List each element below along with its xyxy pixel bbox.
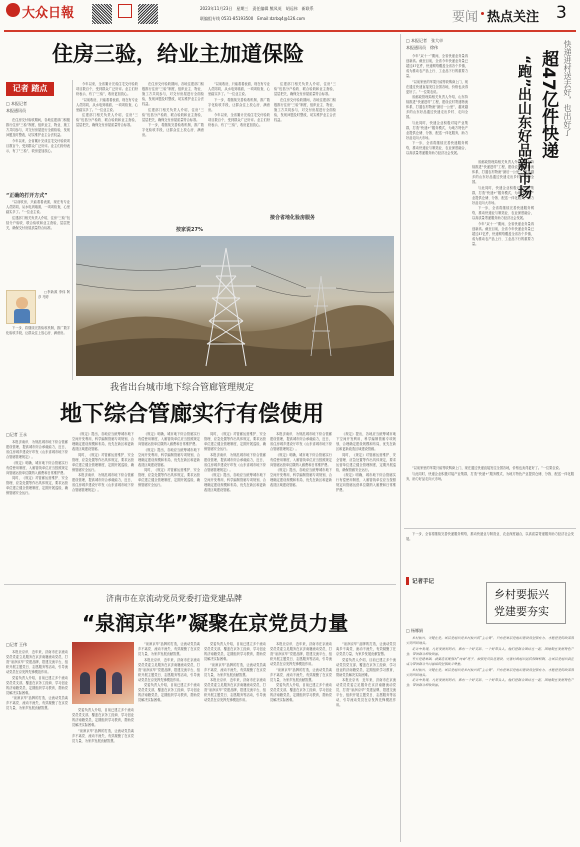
- story1-col5: [274, 82, 336, 212]
- story1-paragraph: “以前收房，只能看看表面，现在有专业人员陪同，从水电到墙面，一项项检查，心里踏实多了。”一位业主说。: [76, 97, 138, 112]
- story1-paragraph: 住建部门相关负责人介绍，住房“三验”包括分户验收、联合验收和业主查验，层层把关，确保交付房屋质量符合标准。: [274, 82, 336, 96]
- column-divider: [72, 80, 73, 380]
- story3-paragraph: “泉润京华”品牌的打造，让流动党员离乡不离党、流动不流失，有效凝聚了在京党员力量，为家乡发展贡献智慧。: [270, 667, 332, 682]
- story2-paragraph: 同时，《规定》对管廊运营维护、安全管理、应急处置等作出具体规定，要求运营单位建立健全管理制度，定期开展巡检，确保管廊安全运行。: [336, 452, 396, 472]
- story1-subhead3: 接合省地化验房服务: [270, 215, 316, 221]
- story5-tag-box: [406, 576, 434, 586]
- story4-paragraph: “以前家里的苹果只能等收购商上门，现在通过快递直接发往全国各地，价格也卖得更好了。”一位果农说。: [406, 79, 468, 94]
- story1-paragraph: “以前收房，只能看看表面，现在有专业人员陪同，从水电到墙面，一项项检查，心里踏实多了。”一位业主说。: [208, 82, 270, 96]
- story2-col3: [138, 432, 200, 580]
- story2-paragraph: 同时，《规定》对管廊运营维护、安全管理、应急处置等作出具体规定，要求运营单位建立健全管理制度，定期开展巡检，确保管廊安全运行。: [138, 468, 200, 487]
- story3-paragraph: 党委负责人介绍，目前已建立多个流动党员党支部，覆盖在京务工经商、学习创业的济南籍党员，定期组织学习教育，帮助党员解决实际困难。: [72, 708, 134, 727]
- story4-wide: [406, 466, 574, 526]
- story2-paragraph: 本报济南讯 为规范城市地下综合管廊建设管理，提高城市综合承载能力，近日，省住房城乡建设厅印发《山东省城市地下综合管廊管理规定》。: [6, 440, 68, 459]
- story5-paragraph: 走访中发现，凡是发展好的村，都有一个好支部、一个好带头人。他们把群众团结在一起，因地制宜发展特色产业，带领群众增收致富。: [406, 646, 574, 656]
- story2-col6: [336, 432, 396, 580]
- story3-col3: [138, 642, 200, 840]
- story2-title: 地下综合管廊实行有偿使用: [60, 402, 325, 427]
- story4-paragraph: 今年“双十一”期间，全省快递业务量再创新高。截至目前，全省今年快递业务量已超过47亿件，快递网络覆盖全省各个乡镇，成为推动农产品上行、工业品下行的重要力量。: [406, 54, 468, 78]
- story1-paragraph: 住建部门相关负责人介绍，住房“三验”包括分户验收、联合验收和业主查验，层层把关，确保交付房屋质量符合标准。: [6, 215, 70, 230]
- story1-byline2: 本报通讯员: [6, 108, 26, 113]
- story3-paragraph: “泉润京华”品牌的打造，让流动党员离乡不离党、流动不流失，有效凝聚了在京党员力量，为家乡发展贡献智慧。: [138, 642, 200, 656]
- story1-paragraph: 在住房交付验收期间，各地住建部门积极推行住房“三验”制度，组织业主、物业、施工方共同参与，对交付房屋进行全面检验，发现问题及时整改，切实维护业主合法权益。: [6, 118, 70, 137]
- story1-col4: [208, 82, 270, 222]
- story4-title2: [512, 55, 532, 325]
- date-line: 2023年11月23日 星期三 责任编辑 熊凤英 胡远伟 新联系: [200, 6, 314, 11]
- app-icon: [118, 4, 132, 18]
- section-subtitle: 热点关注: [487, 10, 540, 25]
- story2-paragraph: 同时，《规定》对管廊运营维护、安全管理、应急处置等作出具体规定，要求运营单位建立健全管理制度，定期开展巡检，确保管廊安全运行。: [204, 432, 266, 451]
- story2-col5: [270, 432, 332, 580]
- story1-paragraph: 下一步，将继续完善验收机制，推广数字化验收手段，让群众住上放心房、满意房。: [6, 326, 70, 335]
- story4-paragraph: 省邮政管理局相关负责人介绍，山东持续推进“快递进村”工程，建设农村寄递物流体系，打通农村物流“最后一公里”，越来越多的山东好品通过快递走出乡村、走向全国。: [406, 95, 468, 119]
- story1-title: 住房三验，给业主加道保险: [52, 42, 304, 66]
- story1-paragraph: 住建部门相关负责人介绍，住房“三验”包括分户验收、联合验收和业主查验，层层把关，确保交付房屋质量符合标准。: [142, 107, 204, 122]
- story3-col6: [336, 642, 396, 840]
- story4-byline: □ 本报记者 张大卓: [406, 38, 444, 43]
- right-column-divider: [400, 34, 401, 842]
- story4-col1: [406, 54, 468, 464]
- story2-paragraph: 《规定》提出，各地应当统筹城市地下空间开发利用，科学编制管廊专项规划，合理确定建设规模和布局，优先在新区和更新改造区域建设管廊。: [138, 447, 200, 467]
- story3-kicker: 济南市在京流动党员党委打造党建品牌: [106, 594, 242, 603]
- story3-col1: [6, 650, 68, 840]
- story1-paragraph: 住建部门相关负责人介绍，住房“三验”包括分户验收、联合验收和业主查验，层层把关，确保交付房屋质量符合标准。: [76, 113, 138, 127]
- story1-subhead2: 按家说27%: [176, 227, 203, 233]
- section-divider-line: [4, 584, 396, 585]
- story5-byline: □ 杨娜娟: [406, 628, 424, 633]
- story4-paragraph: 与此同时，快递企业积极对接产业集群，打造“快递+”服务模式，为地方特色产业提供仓储、分拣、配送一体化服务，助力好品走向大市场。: [472, 185, 534, 205]
- logo-text: 大众日報: [22, 6, 75, 21]
- story3-paragraph: 本报北京讯 近年来，济南市在京流动党员党委立足服务在京济南籍流动党员，打造“泉润京华”党建品牌，搭建交流平台，组织开展主题党日、志愿服务等活动，引导流动党员在京发挥先锋模范作用。: [6, 650, 68, 674]
- newspaper-logo: [6, 3, 20, 17]
- story1-paragraph: 下一步，将继续完善验收机制，推广数字化验收手段，让群众住上放心房、满意房。: [142, 123, 204, 137]
- story5-paragraph: 走访中发现，凡是发展好的村，都有一个好支部、一个好带头人。他们把群众团结在一起，因地制宜发展特色产业，带领群众增收致富。: [406, 678, 574, 687]
- story1-col2: [76, 82, 138, 222]
- story1-byline: □ 本报记者: [6, 101, 28, 106]
- story4-paragraph: 与此同时，快递企业积极对接产业集群，打造“快递+”服务模式，为地方特色产业提供仓储、分拣、配送一体化服务，助力好品走向大市场。: [406, 471, 574, 481]
- story4-side-vertical: [560, 40, 572, 280]
- right-section-divider: [404, 528, 576, 529]
- story4-byline2: 本报通讯员 徐伟: [406, 45, 438, 50]
- story4-paragraph: 与此同时，快递企业积极对接产业集群，打造“快递+”服务模式，为地方特色产业提供仓储、分拣、配送一体化服务，助力好品走向大市场。: [406, 120, 468, 140]
- story4-tail: [406, 532, 574, 572]
- story4-paragraph: 下一步，全省将继续完善快递服务网络，推动快递业与制造业、农业深度融合，以高质量寄递服务助力经济社会发展。: [406, 532, 574, 541]
- story2-paragraph: 《规定》提出，各地应当统筹城市地下空间开发利用，科学编制管廊专项规划，合理确定建设规模和布局，优先在新区和更新改造区域建设管廊。: [336, 432, 396, 451]
- story4-paragraph: 下一步，全省将继续完善快递服务网络，推动快递业与制造业、农业深度融合，以高质量寄递服务助力经济社会发展。: [406, 141, 468, 155]
- story3-byline: □记者 王伟: [6, 642, 28, 647]
- story3-paragraph: 本报北京讯 近年来，济南市在京流动党员党委立足服务在京济南籍流动党员，打造“泉润京华”党建品牌，搭建交流平台，组织开展主题党日、志愿服务等活动，引导流动党员在京发挥先锋模范作用。: [270, 642, 332, 666]
- story3-title: “泉润京华”凝聚在京党员力量: [82, 611, 349, 635]
- story1-paragraph: 在住房交付验收期间，各地住建部门积极推行住房“三验”制度，组织业主、物业、施工方共同参与，对交付房屋进行全面检验，发现问题及时整改，切实维护业主合法权益。: [274, 97, 336, 122]
- story5-paragraph: 乡村振兴，关键在党。基层党组织是乡村振兴的“主心骨”，只有把基层党组织建设得坚强有力，才能把党的政策落实到田间地头。: [406, 667, 574, 677]
- story1-section-head: “正确的打开方式”: [6, 193, 48, 199]
- story5-title2: 党建要夯实: [494, 605, 549, 618]
- masthead: [0, 0, 580, 30]
- party-activity-photo: [72, 642, 134, 704]
- story1-col3: [142, 82, 204, 222]
- story2-col2: [72, 432, 134, 580]
- story1-tag: 记者 踏点: [6, 82, 54, 96]
- story5-paragraph: 乡村振兴，关键在党。基层党组织是乡村振兴的“主心骨”，只有把基层党组织建设得坚强有力，才能把党的政策落实到田间地头。: [406, 636, 574, 645]
- story1-paragraph: 今年以来，全省累计完成住宅交付验收项目数百个，受到群众广泛好评。业主们纷纷表示，有了“三验”，收房更加放心。: [76, 82, 138, 96]
- story4-paragraph: 省邮政管理局相关负责人介绍，山东持续推进“快递进村”工程，建设农村寄递物流体系，打通农村物流“最后一公里”，越来越多的山东好品通过快递走出乡村、走向全国。: [472, 160, 534, 184]
- story4-paragraph: 下一步，全省将继续完善快递服务网络，推动快递业与制造业、农业深度融合，以高质量寄递服务助力经济社会发展。: [472, 206, 534, 220]
- story2-paragraph: 《规定》明确，城市地下综合管廊实行有偿使用制度，入廊管线单位应当按照规定向管廊运营单位缴纳入廊费和日常维护费。: [336, 473, 396, 492]
- story2-kicker: 我省出台城市地下综合管廊管理规定: [110, 383, 255, 393]
- story2-paragraph: 《规定》提出，各地应当统筹城市地下空间开发利用，科学编制管廊专项规划，合理确定建设规模和布局，优先在新区和更新改造区域建设管廊。: [72, 432, 134, 451]
- story1-caption-text: □李新源 李伟 阿彦 马婷: [38, 290, 70, 299]
- story4-paragraph: “以前家里的苹果只能等收购商上门，现在通过快递直接发往全国各地，价格也卖得更好了。”一位果农说。: [412, 466, 562, 470]
- story5-tag-bar: [406, 577, 409, 585]
- section-divider: [481, 12, 484, 15]
- story3-paragraph: 党委负责人介绍，目前已建立多个流动党员党支部，覆盖在京务工经商、学习创业的济南籍党员，定期组织学习教育，帮助党员解决实际困难。: [204, 642, 266, 661]
- story1-paragraph: 今年以来，全省累计完成住宅交付验收项目数百个，受到群众广泛好评。业主们纷纷表示，有了“三验”，收房更加放心。: [6, 138, 70, 153]
- page-number: 3: [556, 3, 567, 23]
- story3-paragraph: 党委负责人介绍，目前已建立多个流动党员党支部，覆盖在京务工经商、学习创业的济南籍党员，定期组织学习教育，帮助党员解决实际困难。: [270, 683, 332, 702]
- story2-paragraph: 《规定》明确，城市地下综合管廊实行有偿使用制度，入廊管线单位应当按照规定向管廊运营单位缴纳入廊费和日常维护费。: [6, 460, 68, 475]
- story1-paragraph: “以前收房，只能看看表面，现在有专业人员陪同，从水电到墙面，一项项检查，心里踏实多了。”一位业主说。: [6, 200, 70, 214]
- story1-paragraph: 下一步，将继续完善验收机制，推广数字化验收手段，让群众住上放心房、满意房。: [208, 97, 270, 112]
- story3-paragraph: 党委负责人介绍，目前已建立多个流动党员党支部，覆盖在京务工经商、学习创业的济南籍党员，定期组织学习教育，帮助党员解决实际困难。: [336, 657, 396, 677]
- story2-paragraph: 本报济南讯 为规范城市地下综合管廊建设管理，提高城市综合承载能力，近日，省住房城乡建设厅印发《山东省城市地下综合管廊管理规定》。: [204, 452, 266, 472]
- story4-title: [536, 50, 556, 159]
- story2-paragraph: 本报济南讯 为规范城市地下综合管廊建设管理，提高城市综合承载能力，近日，省住房城乡建设厅印发《山东省城市地下综合管廊管理规定》。: [72, 473, 134, 492]
- story3-col2: [72, 708, 134, 840]
- story1-col1: [6, 118, 70, 188]
- story4-title-line1: 超47亿件快递: [538, 50, 558, 159]
- story3-paragraph: 本报北京讯 近年来，济南市在京流动党员党委立足服务在京济南籍流动党员，打造“泉润京华”党建品牌，搭建交流平台，组织开展主题党日、志愿服务等活动，引导流动党员在京发挥先锋模范作用。: [204, 678, 266, 702]
- story3-col5: [270, 642, 332, 840]
- contact-line: 联编组专线 0531-85193500 Email:dzrbq4@126.com: [200, 16, 306, 21]
- story1-caption: [38, 290, 70, 324]
- story4-paragraph: 今年“双十一”期间，全省快递业务量再创新高。截至目前，全省今年快递业务量已超过47亿件，快递网络覆盖全省各个乡镇，成为推动农产品上行、工业品下行的重要力量。: [472, 221, 534, 246]
- story3-paragraph: “泉润京华”品牌的打造，让流动党员离乡不离党、流动不流失，有效凝聚了在京党员力量，为家乡发展贡献智慧。: [6, 696, 68, 710]
- qr-code-icon: [138, 4, 158, 24]
- story3-paragraph: 本报北京讯 近年来，济南市在京流动党员党委立足服务在京济南籍流动党员，打造“泉润京华”党建品牌，搭建交流平台，组织开展主题党日、志愿服务等活动，引导流动党员在京发挥先锋模范作用。: [336, 678, 396, 707]
- story1-paragraph: 今年以来，全省累计完成住宅交付验收项目数百个，受到群众广泛好评。业主们纷纷表示，有了“三验”，收房更加放心。: [208, 113, 270, 127]
- story2-paragraph: 《规定》明确，城市地下综合管廊实行有偿使用制度，入廊管线单位应当按照规定向管廊运营单位缴纳入廊费和日常维护费。: [270, 452, 332, 467]
- story5-tag: 记者手记: [412, 579, 435, 585]
- story3-paragraph: “泉润京华”品牌的打造，让流动党员离乡不离党、流动不流失，有效凝聚了在京党员力量，为家乡发展贡献智慧。: [72, 728, 134, 743]
- story2-paragraph: 同时，《规定》对管廊运营维护、安全管理、应急处置等作出具体规定，要求运营单位建立健全管理制度，定期开展巡检，确保管廊安全运行。: [6, 476, 68, 495]
- power-tower-graphic: [76, 236, 394, 376]
- power-tower-photo: [76, 236, 394, 376]
- story1-col1b: [6, 200, 70, 286]
- story2-paragraph: 《规定》明确，城市地下综合管廊实行有偿使用制度，入廊管线单位应当按照规定向管廊运营单位缴纳入廊费和日常维护费。: [138, 432, 200, 446]
- story1-illustration: [6, 290, 36, 324]
- story3-paragraph: “泉润京华”品牌的打造，让流动党员离乡不离党、流动不流失，有效凝聚了在京党员力量，为家乡发展贡献智慧。: [336, 642, 396, 656]
- story2-col1: [6, 440, 68, 580]
- story1-col1c: [6, 326, 70, 378]
- story2-byline: □记者 王永: [6, 432, 28, 437]
- story3-paragraph: “泉润京华”品牌的打造，让流动党员离乡不离党、流动不流失，有效凝聚了在京党员力量，为家乡发展贡献智慧。: [204, 662, 266, 677]
- story5-body: [406, 636, 574, 840]
- story2-col4: [204, 432, 266, 580]
- story3-paragraph: 党委负责人介绍，目前已建立多个流动党员党支部，覆盖在京务工经商、学习创业的济南籍党员，定期组织学习教育，帮助党员解决实际困难。: [138, 683, 200, 702]
- story2-paragraph: 本报济南讯 为规范城市地下综合管廊建设管理，提高城市综合承载能力，近日，省住房城乡建设厅印发《山东省城市地下综合管廊管理规定》。: [270, 432, 332, 451]
- story3-col4: [204, 642, 266, 840]
- qr-code-icon: [92, 4, 112, 24]
- story2-paragraph: 同时，《规定》对管廊运营维护、安全管理、应急处置等作出具体规定，要求运营单位建立健全管理制度，定期开展巡检，确保管廊安全运行。: [72, 452, 134, 472]
- section-name: 要闻: [452, 10, 479, 25]
- story4-title-line2: “跑”出山东好品新市场: [516, 55, 532, 200]
- masthead-rule: [4, 30, 576, 32]
- story5-title: 乡村要振兴: [494, 588, 549, 601]
- story4-side-text: 快递进村送去好，也出好了: [563, 40, 572, 136]
- story3-paragraph: 本报北京讯 近年来，济南市在京流动党员党委立足服务在京济南籍流动党员，打造“泉润京华”党建品牌，搭建交流平台，组织开展主题党日、志愿服务等活动，引导流动党员在京发挥先锋模范作用。: [138, 657, 200, 682]
- story1-paragraph: 在住房交付验收期间，各地住建部门积极推行住房“三验”制度，组织业主、物业、施工方共同参与，对交付房屋进行全面检验，发现问题及时整改，切实维护业主合法权益。: [142, 82, 204, 106]
- story2-paragraph: 《规定》提出，各地应当统筹城市地下空间开发利用，科学编制管廊专项规划，合理确定建设规模和布局，优先在新区和更新改造区域建设管廊。: [204, 473, 266, 492]
- story5-paragraph: 夯实党建基础，就要选优配强村“两委”班子，加强党员队伍建设，完善村级组织运转保障机制，让基层党组织真正成为带领群众共同富裕的坚强战斗堡垒。: [406, 657, 574, 666]
- story2-paragraph: 《规定》提出，各地应当统筹城市地下空间开发利用，科学编制管廊专项规划，合理确定建设规模和布局，优先在新区和更新改造区域建设管廊。: [270, 468, 332, 487]
- story3-paragraph: 党委负责人介绍，目前已建立多个流动党员党支部，覆盖在京务工经商、学习创业的济南籍党员，定期组织学习教育，帮助党员解决实际困难。: [6, 675, 68, 695]
